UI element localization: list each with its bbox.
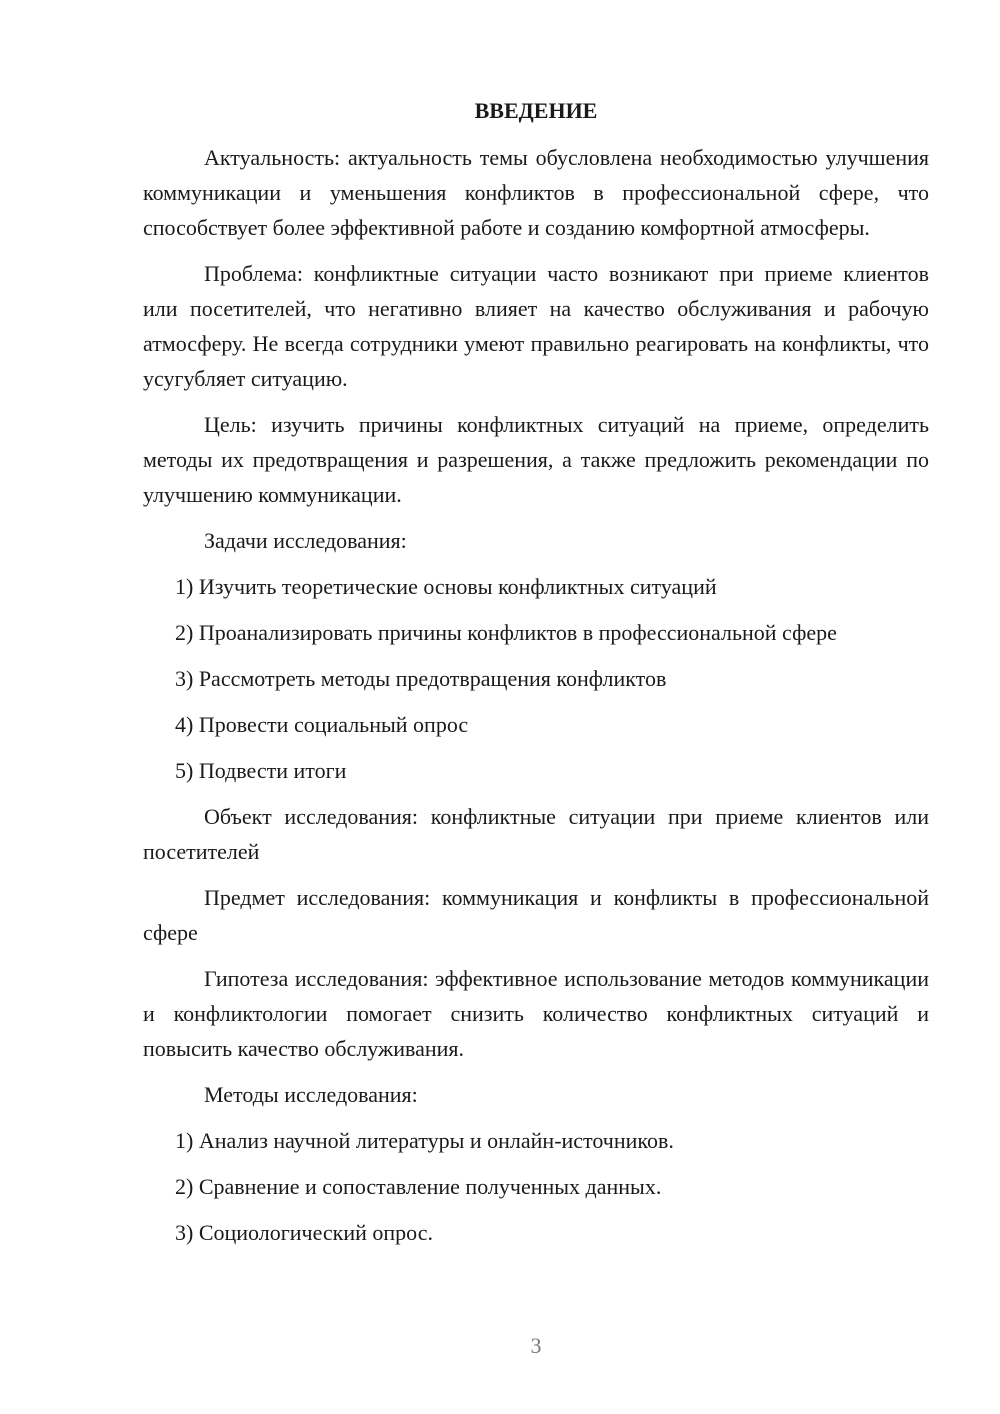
- methods-heading: Методы исследования:: [204, 1082, 418, 1107]
- hypothesis-paragraph: Гипотеза исследования: эффективное использование методов коммуникации и конфликтологии помогает снизить количество конфликтных ситуаций и повысить качество обслуживания.: [143, 966, 929, 1061]
- page-title: ВВЕДЕНИЕ: [474, 98, 598, 123]
- goal-paragraph: Цель: изучить причины конфликтных ситуаций на приеме, определить методы их предотвращения и разрешения, а также предложить рекомендации по улучшению коммуникации.: [143, 412, 929, 507]
- page-number: 3: [530, 1333, 542, 1358]
- methods-list: [143, 1123, 929, 1250]
- task-item: 5) Подвести итоги: [175, 758, 347, 783]
- task-item: 2) Проанализировать причины конфликтов в профессиональной сфере: [175, 620, 837, 645]
- method-item: 3) Социологический опрос.: [175, 1220, 433, 1245]
- task-item: 3) Рассмотреть методы предотвращения конфликтов: [175, 666, 667, 691]
- method-item: 2) Сравнение и сопоставление полученных данных.: [175, 1174, 662, 1199]
- document-page: [143, 96, 929, 1261]
- problem-paragraph: Проблема: конфликтные ситуации часто возникают при приеме клиентов или посетителей, что негативно влияет на качество обслуживания и рабочую атмосферу. Не всегда сотрудники умеют правильно реагировать на конфликты, что усугубляет ситуацию.: [143, 261, 929, 391]
- subject-paragraph: Предмет исследования: коммуникация и конфликты в профессиональной сфере: [143, 885, 929, 945]
- method-item: 1) Анализ научной литературы и онлайн-источников.: [175, 1128, 674, 1153]
- task-item: 4) Провести социальный опрос: [175, 712, 469, 737]
- task-item: 1) Изучить теоретические основы конфликтных ситуаций: [175, 574, 717, 599]
- tasks-list: [143, 569, 929, 788]
- object-paragraph: Объект исследования: конфликтные ситуации при приеме клиентов или посетителей: [143, 804, 929, 864]
- tasks-heading: Задачи исследования:: [204, 528, 407, 553]
- relevance-paragraph: Актуальность: актуальность темы обусловлена необходимостью улучшения коммуникации и уменьшения конфликтов в профессиональной сфере, что способствует более эффективной работе и созданию комфортной атмосферы.: [143, 145, 929, 240]
